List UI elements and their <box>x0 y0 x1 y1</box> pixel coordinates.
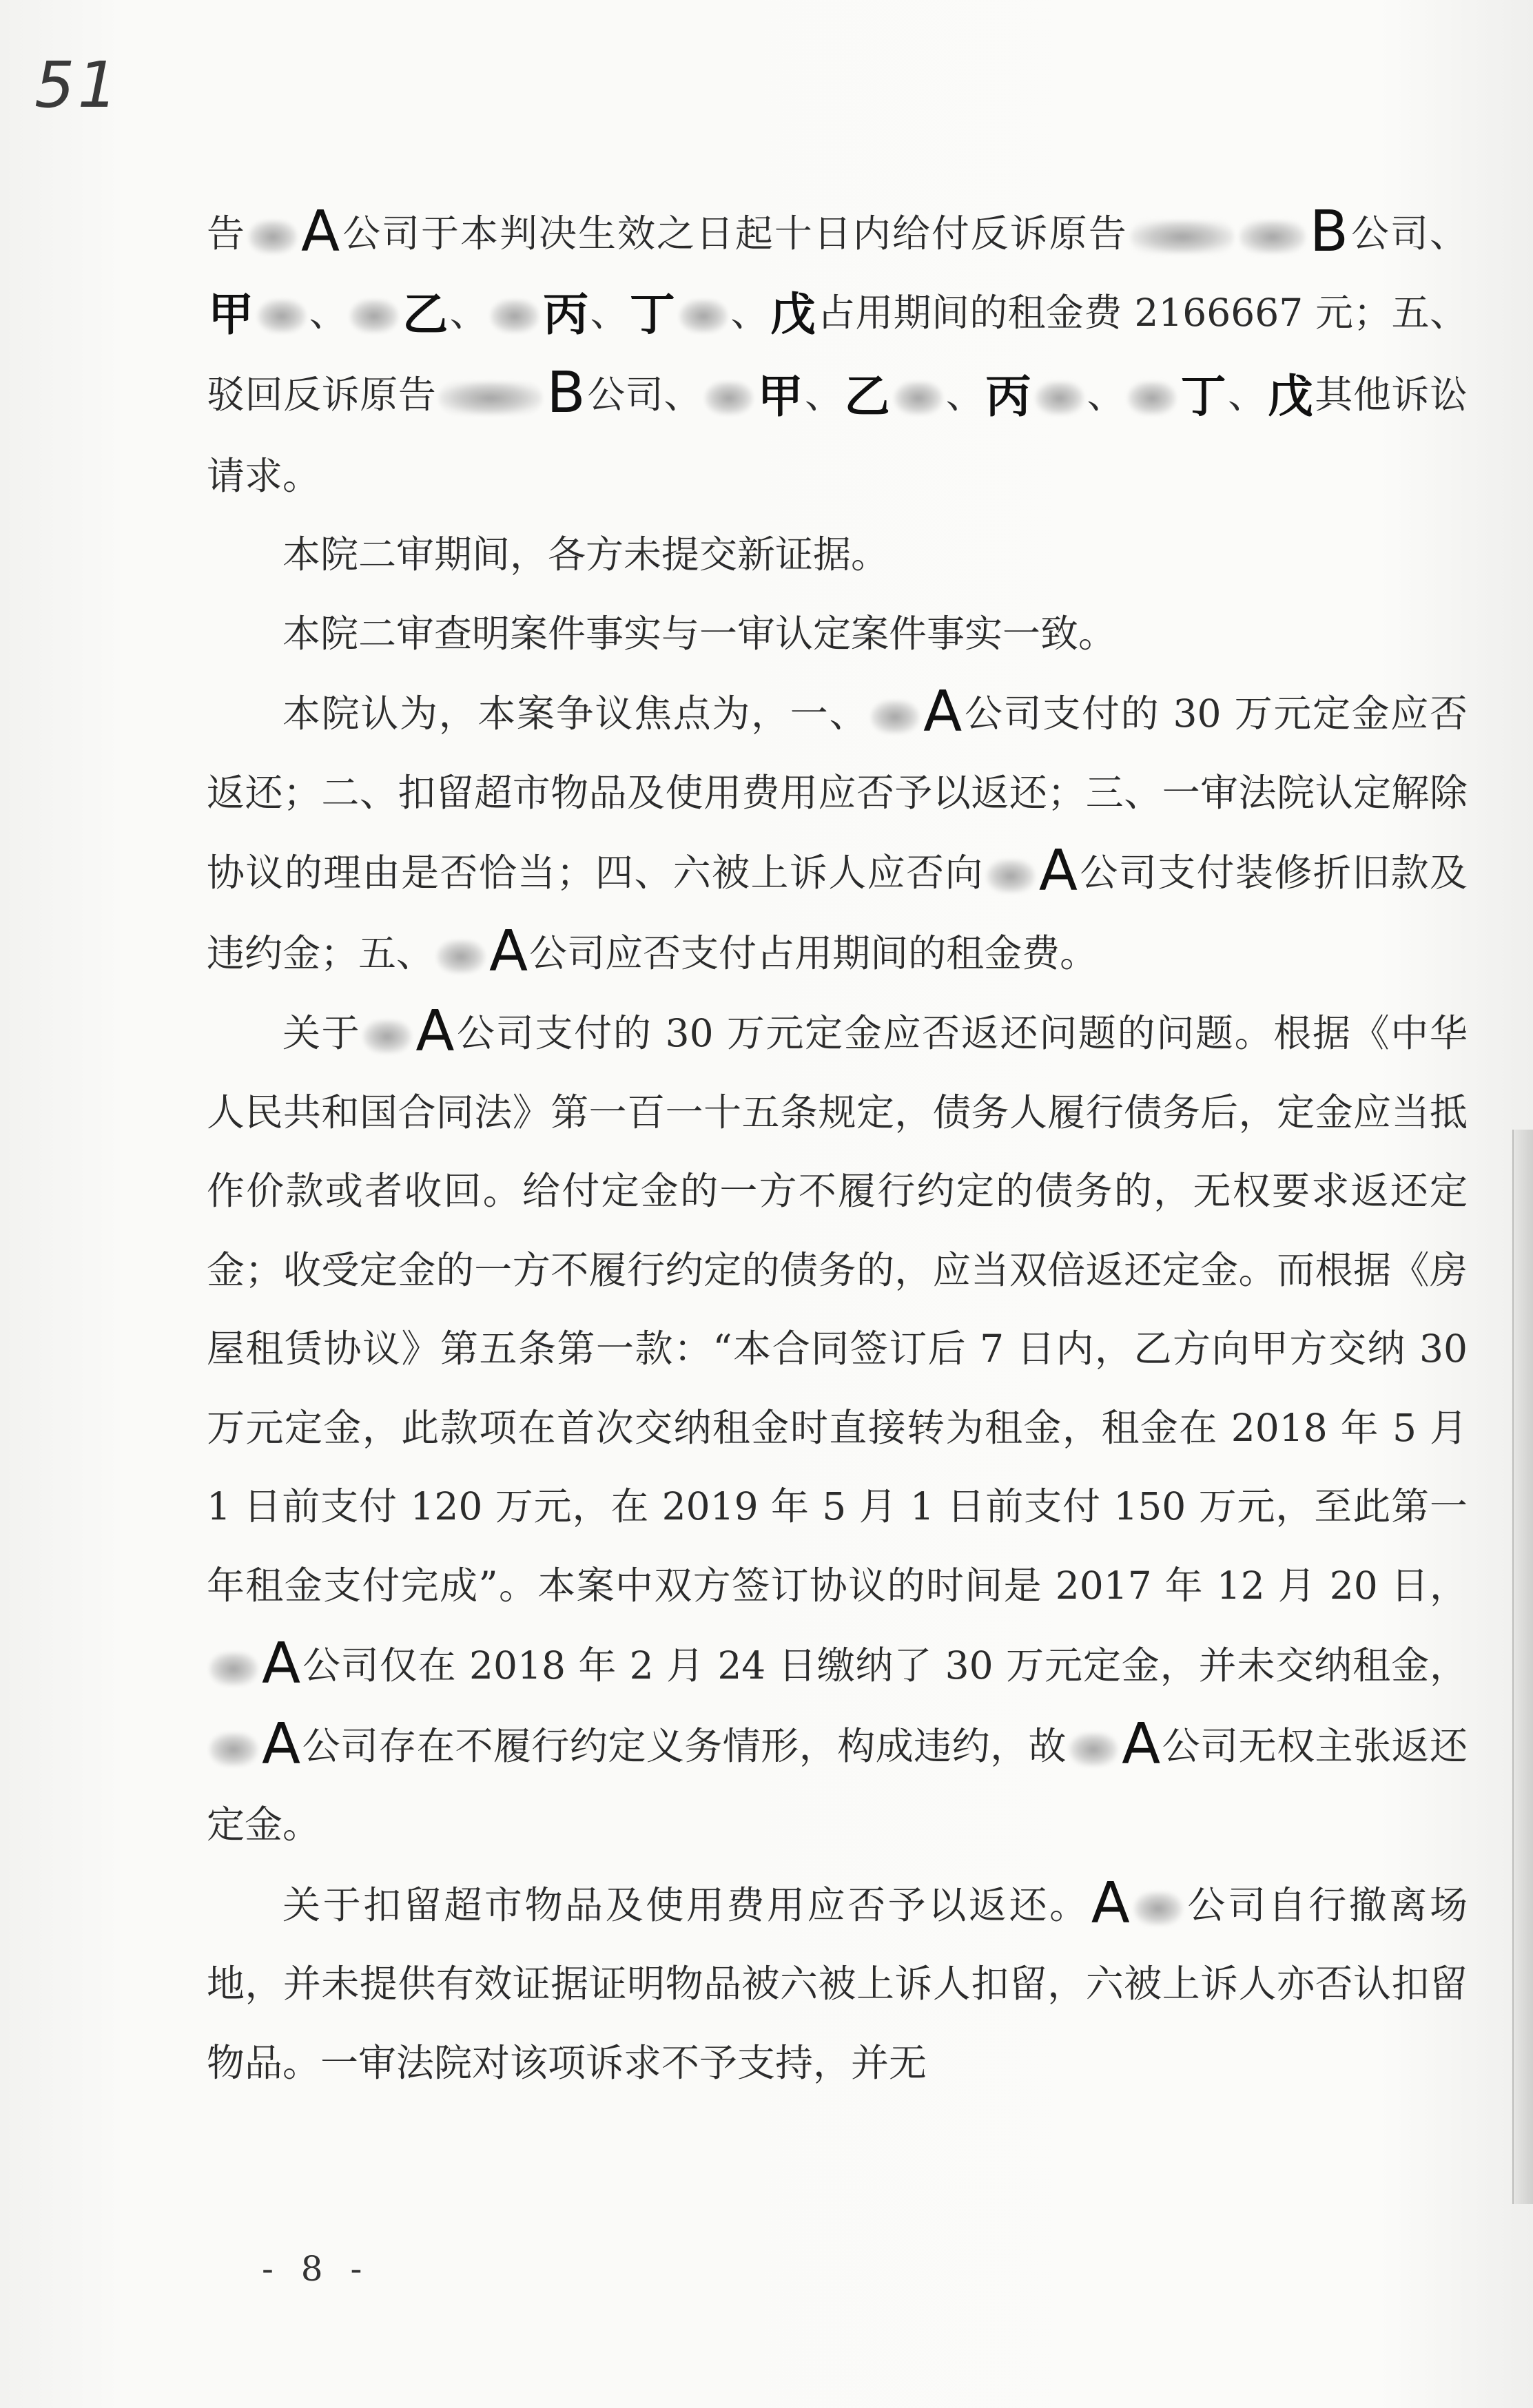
paragraph-dispute-focus <box>207 673 1468 993</box>
text-run: 关于 <box>282 1011 361 1055</box>
anonymized-label-bing: 丙 <box>985 370 1031 423</box>
anonymized-label-b: B <box>546 360 586 426</box>
text-run: 公司无权主张返还定金。 <box>207 1723 1468 1847</box>
text-run: 公司支付装修折旧款及违约金；五、 <box>207 851 1468 975</box>
anonymized-label-wu: 戊 <box>770 287 816 341</box>
anonymized-label-ding: 丁 <box>1180 370 1227 423</box>
text-run: 公司存在不履行约定义务情形，构成违约，故 <box>302 1723 1067 1768</box>
redaction-blur <box>987 860 1035 893</box>
text-run: 公司支付的 30 万元定金应否返还；二、扣留超市物品及使用费用应否予以返还；三、一审法院认定解除协议的理由是否恰当；四、六被上诉人应否向 <box>207 692 1468 895</box>
document-body <box>207 193 1468 2102</box>
page-number: - 8 - <box>262 2249 371 2289</box>
redaction-blur <box>871 700 919 734</box>
redaction-blur <box>258 300 306 333</box>
anonymized-label-bing: 丙 <box>542 287 589 341</box>
redaction-blur <box>1131 220 1234 253</box>
anonymized-label-jia: 甲 <box>757 370 804 423</box>
redaction-blur <box>679 300 728 333</box>
handwritten-page-mark: 51 <box>34 48 121 122</box>
redaction-blur <box>249 220 297 253</box>
anonymized-label-wu: 戊 <box>1267 370 1314 423</box>
paragraph-deposit-return <box>207 993 1468 1865</box>
paragraph-judgment-continuation <box>207 193 1468 515</box>
anonymized-label-ding: 丁 <box>629 287 676 341</box>
anonymized-label-a: A <box>300 199 340 264</box>
redaction-blur <box>1134 1892 1182 1925</box>
text-run: 公司于本判决生效之日起十日内给付反诉原告 <box>341 211 1128 256</box>
text-run: 公司仅在 2018 年 2 月 24 日缴纳了 30 万元定金，并未交纳租金， <box>302 1643 1468 1688</box>
redaction-blur <box>439 382 542 415</box>
text-run: 其他诉讼请求。 <box>207 373 1468 498</box>
separator: 、 <box>1086 373 1126 417</box>
paragraph-facts-consistent: 本院二审查明案件事实与一审认定案件事实一致。 <box>282 611 1117 656</box>
next-page-edge <box>1512 1130 1533 2204</box>
anonymized-label-a: A <box>415 999 455 1064</box>
text-run: 公司、 <box>1350 211 1468 256</box>
anonymized-label-jia: 甲 <box>208 287 254 341</box>
text-run: 关于扣留超市物品及使用费用应否予以返还。 <box>282 1882 1090 1927</box>
redaction-blur <box>1069 1733 1118 1766</box>
anonymized-label-a: A <box>489 918 528 984</box>
text-run: 公司自行撤离场地，并未提供有效证据证明物品被六被上诉人扣留，六被上诉人亦否认扣留物品。一审法院对该项诉求不予支持，并无 <box>207 1882 1468 2085</box>
anonymized-label-a: A <box>262 1711 301 1777</box>
anonymized-label-yi: 乙 <box>844 370 891 423</box>
paragraph-no-new-evidence: 本院二审期间，各方未提交新证据。 <box>282 532 889 577</box>
redaction-blur <box>1128 382 1176 415</box>
anonymized-label-a: A <box>262 1631 301 1696</box>
redaction-blur <box>363 1020 411 1053</box>
separator: 、 <box>730 290 769 335</box>
separator: 、 <box>449 290 488 335</box>
anonymized-label-a: A <box>1038 838 1078 904</box>
redaction-blur <box>1036 382 1084 415</box>
paragraph-withheld-goods <box>207 1865 1468 2103</box>
separator: 、 <box>805 373 843 417</box>
redaction-blur <box>1239 220 1306 253</box>
anonymized-label-yi: 乙 <box>402 287 449 341</box>
text-run: 告 <box>207 211 246 256</box>
text-run: 占用期间的租金费 2166667 元；五、驳回反诉原告 <box>207 290 1468 417</box>
redaction-blur <box>705 382 753 415</box>
separator: 、 <box>1228 373 1266 417</box>
separator: 、 <box>945 373 985 417</box>
anonymized-label-a: A <box>1091 1870 1130 1936</box>
redaction-blur <box>491 300 539 333</box>
text-run: 公司应否支付占用期间的租金费。 <box>529 931 1098 975</box>
anonymized-label-a: A <box>923 679 963 745</box>
text-run: 公司、 <box>586 373 702 417</box>
redaction-blur <box>894 382 943 415</box>
redaction-blur <box>437 940 485 973</box>
text-run: 本院认为，本案争议焦点为，一、 <box>282 692 869 736</box>
text-run: 公司支付的 30 万元定金应否返还问题的问题。根据《中华人民共和国合同法》第一百一十五条规定，债务人履行债务后，定金应当抵作价款或者收回。给付定金的一方不履行约定的债务的，无权要求返还定金；收受定金的一方不履行约定的债务的，应当双倍返还定金。而根据《房屋租赁协议》第五条第一款：“本合同签订后 7 日内，乙方向甲方交纳 30 万元定金，此款项在首次交纳租金时直接转为租金，租金在 2018 年 5 月 1 日前支付 120 万元，在 2019 年 5 月 1 日前支付 150 万元，至此第一年租金支付完成”。本案中双方签订协议的时间是 2017 年 12 月 20 日， <box>207 1011 1468 1608</box>
redaction-blur <box>350 300 398 333</box>
separator: 、 <box>590 290 628 335</box>
anonymized-label-b: B <box>1309 199 1349 264</box>
anonymized-label-a: A <box>1122 1711 1161 1777</box>
separator: 、 <box>309 290 347 335</box>
redaction-blur <box>209 1652 258 1685</box>
redaction-blur <box>209 1733 258 1766</box>
